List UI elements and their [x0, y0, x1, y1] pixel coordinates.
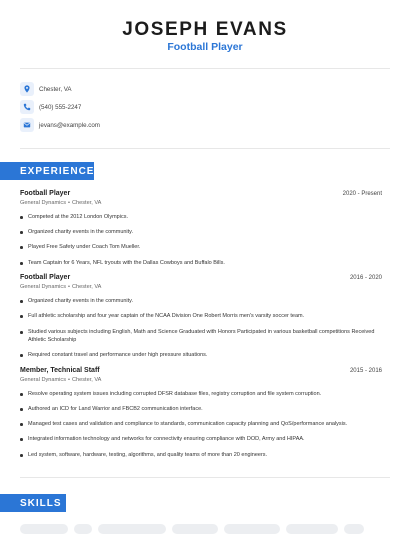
job-dates: 2016 - 2020 — [349, 275, 382, 281]
company-name: General Dynamics — [20, 284, 67, 290]
company-location: Chester, VA — [71, 284, 102, 290]
skill-pill — [286, 524, 338, 534]
list-item: Organized charity events in the community. — [28, 228, 382, 236]
list-item: Team Captain for 6 Years, NFL tryouts with the Dallas Cowboys and Buffalo Bills. — [28, 259, 382, 267]
phone-icon — [20, 100, 34, 114]
list-item: Studied various subjects including English, Math and Science Graduated with Honors Participated in various basketball competitions Received Athletic Scholarship — [28, 328, 382, 345]
company-name: General Dynamics — [20, 377, 67, 383]
list-item: Organized charity events in the community. — [28, 297, 382, 305]
list-item: Led system, software, hardware, testing, algorithms, and quality teams of more than 20 engineers. — [28, 451, 382, 459]
contact-email — [20, 118, 100, 132]
skill-pill — [20, 524, 68, 534]
experience-entry — [20, 367, 382, 458]
mail-icon — [20, 118, 34, 132]
candidate-title: Football Player — [167, 41, 243, 53]
job-company: General Dynamics • Chester, VA — [20, 284, 102, 290]
experience-section-header: EXPERIENCE — [0, 162, 94, 180]
job-title: Member, Technical Staff — [20, 367, 100, 374]
list-item: Integrated information technology and networks for connectivity ensuring compliance with DOD, Army and HIPAA. — [28, 435, 382, 443]
skills-section-header: SKILLS — [0, 494, 66, 512]
list-item: Resolve operating system issues including corrupted DFSR database files, registry corruption and file system corruption. — [28, 390, 382, 398]
experience-divider — [20, 477, 390, 478]
email-text[interactable]: jevans@example.com — [39, 121, 100, 129]
company-location: Chester, VA — [71, 200, 102, 206]
company-location: Chester, VA — [71, 377, 102, 383]
job-dates: 2015 - 2016 — [349, 368, 382, 374]
job-title: Football Player — [20, 274, 71, 281]
contact-location — [20, 82, 72, 96]
list-item: Authored an ICD for Land Warrior and FBCB2 communication interface. — [28, 405, 382, 413]
location-text: Chester, VA — [39, 85, 72, 93]
experience-entry — [20, 190, 382, 266]
job-company: General Dynamics • Chester, VA — [20, 200, 102, 206]
skill-pill — [98, 524, 166, 534]
job-company: General Dynamics • Chester, VA — [20, 377, 102, 383]
list-item: Required constant travel and performance under high pressure situations. — [28, 351, 382, 359]
skill-pill — [344, 524, 364, 534]
company-name: General Dynamics — [20, 200, 67, 206]
list-item: Managed test cases and validation and compliance to standards, communication capacity planning and QoS/performance analysis. — [28, 420, 382, 428]
list-item: Played Free Safety under Coach Tom Mueller. — [28, 243, 382, 251]
job-dates: 2020 - Present — [342, 191, 382, 197]
skill-pill — [74, 524, 92, 534]
skill-pill — [224, 524, 280, 534]
list-item: Competed at the 2012 London Olympics. — [28, 213, 382, 221]
list-item: Full athletic scholarship and four year captain of the NCAA Division One Robert Morris men's varsity soccer team. — [28, 312, 382, 320]
skill-pill — [172, 524, 218, 534]
contact-divider — [20, 148, 390, 149]
location-pin-icon — [20, 82, 34, 96]
job-title: Football Player — [20, 190, 71, 197]
header-divider — [20, 68, 390, 69]
candidate-name: JOSEPH EVANS — [122, 19, 288, 40]
contact-phone — [20, 100, 81, 114]
phone-text[interactable]: (540) 555-2247 — [39, 103, 82, 111]
experience-entry — [20, 274, 382, 358]
